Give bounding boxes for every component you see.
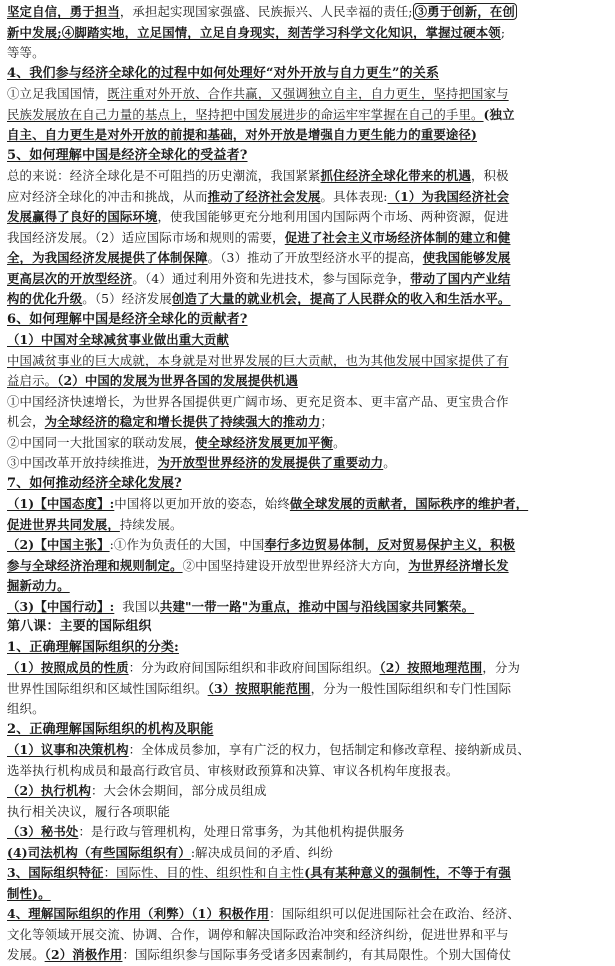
body-text: ①立足我国国情，	[7, 86, 108, 101]
body-text: 组织。	[7, 701, 45, 716]
emphasis-text: 促进了社会主义市场经济体制的建立和健	[284, 229, 511, 245]
text-line	[7, 925, 609, 946]
emphasis-text: （2）按照地理范围	[379, 660, 483, 675]
emphasis-text: （1）按照成员的性质	[7, 660, 129, 675]
emphasis-text: （1）议事和决策机构	[7, 742, 129, 757]
text-line	[7, 187, 609, 208]
emphasis-text: （2）执行机构	[7, 783, 92, 798]
text-line	[7, 248, 609, 269]
body-text: 。	[333, 434, 346, 450]
text-line	[7, 43, 609, 64]
text-line	[7, 597, 609, 618]
emphasis-text: （3）秘书处	[7, 824, 79, 839]
text-line	[7, 392, 609, 413]
underlined-text: 民族发展放在自己力量的基点上，坚持把中国发展进步的命运牢牢掌握在自己的手里。	[7, 106, 484, 122]
emphasis-text: 共建"一带一路"为重点，推动中国与沿线国家共同繁荣。	[159, 598, 475, 614]
body-text: ①中国经济快速增长，为世界各国提供更广阔市场、更充足资本、更丰富产品、更宝贵合作	[7, 393, 509, 409]
emphasis-text: （2）中国的发展为世界各国的发展提供机遇	[57, 373, 299, 388]
text-line	[7, 412, 609, 433]
text-line	[7, 84, 609, 105]
emphasis-text: 做全球发展的贡献者，国际秩序的维护者，	[289, 496, 529, 511]
emphasis-text: 使全球经济发展更加平衡	[195, 434, 334, 450]
body-text: 文化等领域开展交流、协调、合作，调停和解决国际政治冲突和经济纠纷，促进世界和平与	[7, 926, 509, 942]
emphasis-text: 制性)。	[7, 885, 51, 901]
body-text: 我国以	[122, 598, 160, 614]
text-line	[7, 781, 609, 802]
body-text: ：国际组织可以促进国际社会在政治、经济、	[269, 906, 520, 921]
emphasis-text: 使我国能够发展	[422, 250, 511, 265]
text-line	[7, 740, 609, 761]
text-line	[7, 556, 609, 577]
body-text: ③中国改革开放持续推进，	[7, 455, 158, 470]
body-text: 应对经济全球化的冲击和挑战，从而	[7, 188, 208, 204]
emphasis-text: （3）按照职能范围	[207, 680, 311, 696]
emphasis-text: （1）为我国经济社会	[387, 188, 510, 204]
text-line	[7, 351, 609, 372]
body-text: :①作为负责任的大国，中国	[109, 537, 265, 552]
boxed-emphasis-text: ③勇于创新，在创	[414, 4, 515, 19]
emphasis-text: 全，为我国经济发展提供了体制保障	[7, 250, 208, 265]
text-line	[7, 207, 609, 228]
emphasis-text: (4)司法机构（有些国际组织有）	[7, 844, 191, 860]
section-heading: 7、如何推动经济全球化发展?	[7, 475, 182, 491]
emphasis-text: 抓住经济全球化带来的机遇	[320, 168, 472, 183]
body-text: 。（5）经济发展	[82, 291, 172, 306]
body-text: 。（3）推动了开放型经济水平的提高，	[207, 250, 423, 265]
body-text: 等等。	[7, 45, 45, 60]
emphasis-text: 3、国际组织特征	[7, 865, 104, 880]
body-text: 中国将以更加开放的姿态，始终	[114, 496, 290, 511]
text-line	[7, 23, 609, 44]
body-text: ②中国坚持建设开放型世界经济大方向，	[182, 557, 409, 573]
body-text: 我国经济发展。（2）适应国际市场和规则的需要，	[7, 229, 285, 245]
body-text: 选举执行机构成员和最高行政官员、审核财政预算和决算、审议各机构年度报表。	[7, 762, 459, 778]
text-line	[7, 884, 609, 905]
body-text: 世界性国际组织和区域性国际组织。	[7, 680, 208, 696]
emphasis-text: 促进世界共同发展，	[7, 516, 120, 532]
emphasis-text: 带动了国内产业结	[410, 270, 511, 286]
text-line	[7, 945, 609, 966]
body-text: ：大会休会期间，部分成员组成	[91, 783, 267, 798]
text-line	[7, 166, 609, 187]
underlined-text: ：国际性、目的性、组织性和自主性	[103, 865, 305, 880]
section-heading: 6、如何理解中国是经济全球化的贡献者?	[7, 311, 248, 327]
section-heading: 1、正确理解国际组织的分类:	[7, 639, 179, 655]
text-line	[7, 453, 609, 474]
emphasis-text: (具有某种意义的强制性，不等于有强	[304, 865, 511, 880]
emphasis-text: 构的优化升级	[7, 291, 83, 306]
text-line	[7, 330, 609, 351]
emphasis-text: 自主、自力更生是对外开放的前提和基础，对外开放是增强自力更生能力的重要途径)	[7, 127, 478, 142]
body-text: ，分为一般性国际组织和专门性国际	[310, 680, 512, 696]
text-line	[7, 371, 609, 392]
emphasis-text: 为全球经济的稳定和增长提供了持续强大的推动力	[44, 414, 321, 429]
emphasis-text: 坚定自信，勇于担当	[7, 4, 120, 19]
body-text: 。（4）通过利用外资和先进技术，参与国际竞争，	[132, 270, 411, 286]
text-line	[7, 576, 609, 597]
body-text: :解决成员间的矛盾、纠纷	[190, 844, 334, 860]
text-line	[7, 863, 609, 884]
text-line	[7, 535, 609, 556]
text-line	[7, 269, 609, 290]
body-text: 执行相关决议，履行各项职能	[7, 803, 171, 819]
body-text: ，承担起实现国家强盛、民族振兴、人民幸福的责任;	[119, 4, 413, 19]
section-heading: 4、我们参与经济全球化的过程中如何处理好“对外开放与自力更生”的关系	[7, 65, 440, 81]
text-line	[7, 228, 609, 249]
text-line	[7, 802, 609, 823]
body-text: 机会，	[7, 414, 45, 429]
text-line	[7, 289, 609, 310]
text-line	[7, 105, 609, 126]
emphasis-text: （3)【中国行动】:	[7, 598, 115, 614]
emphasis-text: （1)【中国态度】:	[7, 496, 115, 511]
underlined-text: 益启示。	[7, 373, 58, 388]
text-line	[7, 2, 609, 23]
body-text: ;	[500, 24, 506, 40]
text-line	[7, 433, 609, 454]
text-line	[7, 494, 609, 515]
text-line	[7, 822, 609, 843]
text-line	[7, 904, 609, 925]
emphasis-text: 新中发展;④脚踏实地，立足国情，立足自身现实，刻苦学习科学文化知识，掌握过硬本领	[7, 24, 501, 40]
text-line	[7, 125, 609, 146]
emphasis-text: 4、理解国际组织的作用（利弊）（1）积极作用	[7, 906, 270, 921]
emphasis-text: 参与全球经济治理和规则制定。	[7, 557, 183, 573]
emphasis-text: 发展赢得了良好的国际环境	[7, 209, 158, 224]
text-line	[7, 658, 609, 679]
emphasis-text: （2）消极作用	[44, 947, 123, 962]
body-text: 。具体表现:	[320, 188, 388, 204]
text-line	[7, 679, 609, 700]
emphasis-text: 更高层次的开放型经济	[7, 270, 133, 286]
lesson-title: 第八课：主要的国际组织	[7, 619, 152, 634]
body-text: ②中国同一大批国家的联动发展，	[7, 434, 196, 450]
emphasis-text: (独立	[483, 106, 515, 122]
body-text: 发展。	[7, 947, 45, 962]
emphasis-text: 为开放型世界经济的发展提供了重要动力	[157, 455, 384, 470]
body-text: ，积极	[471, 168, 509, 183]
emphasis-text: 奉行多边贸易体制，反对贸易保护主义，积极	[264, 537, 516, 552]
body-text: 总的来说：经济全球化是不可阻挡的历史潮流，我国紧紧	[7, 168, 321, 183]
body-text: ：分为政府间国际组织和非政府间国际组织。	[128, 660, 380, 675]
text-line	[7, 699, 609, 720]
emphasis-text: 创造了大量的就业机会，提高了人民群众的收入和生活水平。	[171, 291, 511, 306]
body-text: 持续发展。	[119, 516, 183, 532]
underlined-text: 既注重对外开放、合作共赢，又强调独立自主，自力更生，坚持把国家与	[107, 86, 509, 101]
body-text: 。	[383, 455, 396, 470]
body-text: ：全体成员参加，享有广泛的权力，包括制定和修改章程、接纳新成员、	[128, 742, 530, 757]
body-text: ，使我国能够更充分地利用国内国际两个市场、两种资源，促进	[157, 209, 509, 224]
body-text: ；	[320, 414, 334, 429]
emphasis-text: 为世界经济增长发	[408, 557, 509, 573]
underlined-text: 中国减贫事业的巨大成就，本身就是对世界发展的巨大贡献，也为其他发展中国家提供了有	[7, 352, 509, 368]
emphasis-text: （2)【中国主张】	[7, 537, 110, 552]
emphasis-text: 掘新动力。	[7, 578, 70, 593]
body-text: ：是行政与管理机构，处理日常事务，为其他机构提供服务	[78, 824, 405, 839]
section-heading: 2、正确理解国际组织的机构及职能	[7, 721, 214, 737]
text-line	[7, 515, 609, 536]
text-line	[7, 843, 609, 864]
body-text: ，分为	[482, 660, 520, 675]
emphasis-text: 推动了经济社会发展	[207, 188, 321, 204]
body-text: ：国际组织参与国际事务受诸多因素制约，有其局限性。个别大国倚仗	[122, 947, 512, 962]
section-heading: 5、如何理解中国是经济全球化的受益者?	[7, 147, 248, 163]
text-line	[7, 761, 609, 782]
emphasis-text: （1）中国对全球减贫事业做出重大贡献	[7, 332, 229, 347]
